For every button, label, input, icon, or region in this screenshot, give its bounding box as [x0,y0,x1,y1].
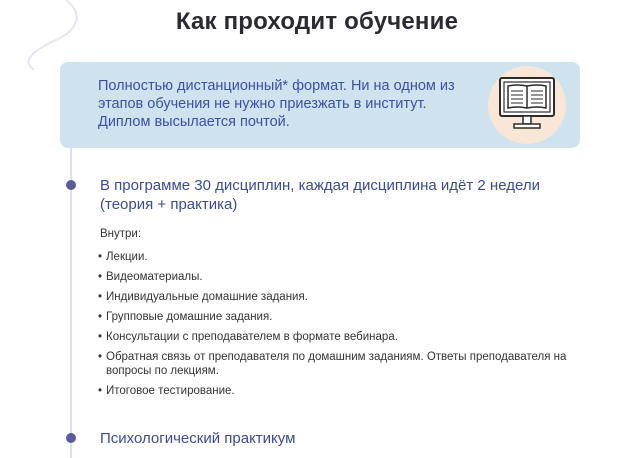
feature-list [98,250,578,404]
section-heading: Психологический практикум [100,430,296,447]
info-text: Полностью дистанционный* формат. Ни на одном из этапов обучения не нужно приезжать в институт. Диплом высылается почтой. [98,78,455,130]
timeline-dot [66,180,76,190]
list-item: • Видеоматериалы. [98,270,578,284]
inside-label: Внутри: [100,228,142,240]
page-title: Как проходит обучение [175,8,459,35]
list-item: • Групповые домашние задания. [98,310,578,324]
list-item: • Лекции. [98,250,578,264]
timeline-dot [66,433,76,443]
list-item: • Консультации с преподавателем в формате вебинара. [98,330,578,344]
list-item: • Индивидуальные домашние задания. [98,290,578,304]
section-heading: В программе 30 дисциплин, каждая дисциплина идёт 2 недели (теория + практика) [100,177,540,213]
timeline-line [70,148,72,458]
list-item: • Обратная связь от преподавателя по домашним заданиям. Ответы преподавателя на вопросы по лекциям. [98,350,578,378]
book-monitor-icon [492,74,562,136]
list-item: • Итоговое тестирование. [98,384,578,398]
